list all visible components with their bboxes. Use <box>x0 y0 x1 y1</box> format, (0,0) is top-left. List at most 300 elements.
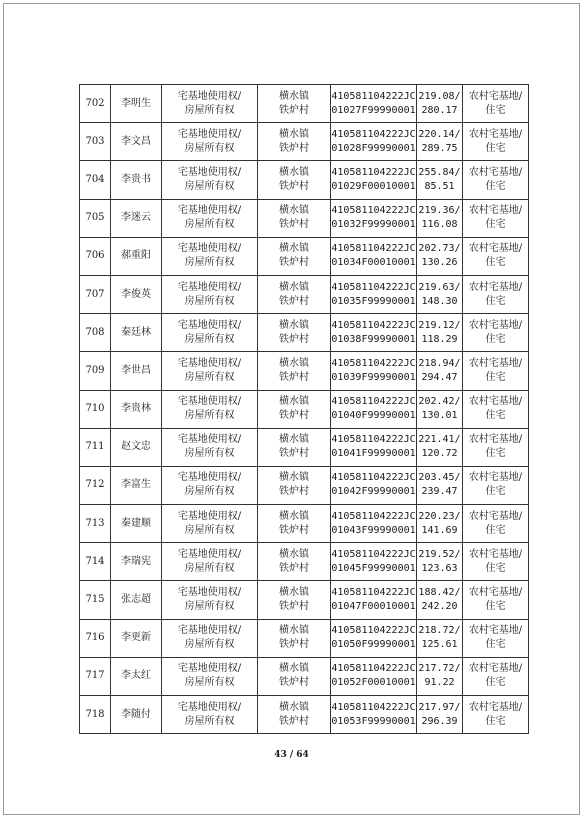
right-type-line: 房屋所有权 <box>184 371 235 383</box>
row-number-cell: 715 <box>80 581 111 619</box>
owner-name-cell: 李瑞宪 <box>111 543 162 581</box>
land-use-cell <box>463 237 529 275</box>
land-use-cell <box>463 619 529 657</box>
area-line: 217.97/ <box>418 701 461 713</box>
right-type-line: 房屋所有权 <box>184 562 235 574</box>
row-number-cell: 702 <box>80 85 111 123</box>
location-cell <box>258 237 331 275</box>
parcel-code-line: 410581104222JC <box>331 319 416 331</box>
land-use-line: 住宅 <box>485 524 506 536</box>
land-use-cell <box>463 466 529 504</box>
right-type-cell <box>162 657 258 695</box>
right-type-line: 房屋所有权 <box>184 104 235 116</box>
area-cell <box>417 161 463 199</box>
area-line: 91.22 <box>424 677 455 689</box>
parcel-code-cell <box>331 199 417 237</box>
owner-name-cell: 秦建顺 <box>111 505 162 543</box>
right-type-line: 宅基地使用权/ <box>177 701 242 713</box>
right-type-cell <box>162 85 258 123</box>
right-type-cell <box>162 619 258 657</box>
parcel-code-cell <box>331 123 417 161</box>
land-use-line: 住宅 <box>485 562 506 574</box>
row-number-cell: 705 <box>80 199 111 237</box>
location-cell <box>258 428 331 466</box>
right-type-line: 宅基地使用权/ <box>177 472 242 484</box>
right-type-cell <box>162 428 258 466</box>
parcel-code-line: 410581104222JC <box>331 587 416 599</box>
parcel-code-line: 410581104222JC <box>331 510 416 522</box>
owner-name-cell: 李太红 <box>111 657 162 695</box>
area-line: 242.20 <box>421 601 458 613</box>
area-line: 85.51 <box>424 180 455 192</box>
right-type-line: 房屋所有权 <box>184 257 235 269</box>
row-number-cell: 714 <box>80 543 111 581</box>
parcel-code-cell <box>331 466 417 504</box>
row-number-cell: 710 <box>80 390 111 428</box>
table-row <box>80 543 529 581</box>
right-type-line: 宅基地使用权/ <box>177 357 242 369</box>
land-use-cell <box>463 199 529 237</box>
location-line: 铁炉村 <box>279 104 309 116</box>
location-line: 横水镇 <box>279 663 309 675</box>
parcel-code-line: 01052F00010001 <box>331 677 416 689</box>
area-line: 116.08 <box>421 219 458 231</box>
parcel-code-line: 410581104222JC <box>331 205 416 217</box>
parcel-code-line: 410581104222JC <box>331 357 416 369</box>
land-use-line: 农村宅基地/ <box>468 357 523 369</box>
right-type-line: 宅基地使用权/ <box>177 396 242 408</box>
right-type-cell <box>162 543 258 581</box>
land-use-line: 农村宅基地/ <box>468 128 523 140</box>
row-number-cell: 713 <box>80 505 111 543</box>
land-use-line: 住宅 <box>485 142 506 154</box>
land-use-line: 农村宅基地/ <box>468 205 523 217</box>
right-type-line: 宅基地使用权/ <box>177 166 242 178</box>
row-number-cell: 718 <box>80 696 111 734</box>
land-use-cell <box>463 161 529 199</box>
land-use-line: 住宅 <box>485 257 506 269</box>
parcel-code-line: 410581104222JC <box>331 472 416 484</box>
area-line: 118.29 <box>421 333 458 345</box>
area-line: 219.63/ <box>418 281 461 293</box>
parcel-code-line: 410581104222JC <box>331 434 416 446</box>
row-number-cell: 707 <box>80 275 111 313</box>
parcel-code-line: 01043F99990001 <box>331 524 416 536</box>
owner-name-cell: 李更新 <box>111 619 162 657</box>
parcel-code-line: 01039F99990001 <box>331 371 416 383</box>
parcel-code-line: 01029F00010001 <box>331 180 416 192</box>
area-line: 217.72/ <box>418 663 461 675</box>
parcel-code-line: 410581104222JC <box>331 548 416 560</box>
area-line: 218.72/ <box>418 625 461 637</box>
area-line: 219.12/ <box>418 319 461 331</box>
location-cell <box>258 161 331 199</box>
right-type-line: 宅基地使用权/ <box>177 548 242 560</box>
right-type-line: 宅基地使用权/ <box>177 243 242 255</box>
page-number: 43 / 64 <box>274 750 309 760</box>
area-line: 221.41/ <box>418 434 461 446</box>
location-cell <box>258 657 331 695</box>
location-cell <box>258 466 331 504</box>
right-type-line: 房屋所有权 <box>184 486 235 498</box>
right-type-line: 宅基地使用权/ <box>177 625 242 637</box>
owner-name-cell: 秦廷林 <box>111 314 162 352</box>
land-use-line: 农村宅基地/ <box>468 510 523 522</box>
right-type-line: 房屋所有权 <box>184 601 235 613</box>
location-line: 横水镇 <box>279 205 309 217</box>
row-number-cell: 706 <box>80 237 111 275</box>
row-number-cell: 703 <box>80 123 111 161</box>
area-line: 203.45/ <box>418 472 461 484</box>
land-use-cell <box>463 657 529 695</box>
area-line: 148.30 <box>421 295 458 307</box>
area-line: 202.73/ <box>418 243 461 255</box>
parcel-code-line: 410581104222JC <box>331 396 416 408</box>
location-cell <box>258 581 331 619</box>
area-line: 123.63 <box>421 562 458 574</box>
area-line: 130.01 <box>421 410 458 422</box>
parcel-code-cell <box>331 237 417 275</box>
right-type-line: 宅基地使用权/ <box>177 90 242 102</box>
table-row <box>80 619 529 657</box>
location-cell <box>258 314 331 352</box>
right-type-line: 宅基地使用权/ <box>177 587 242 599</box>
land-use-cell <box>463 390 529 428</box>
land-use-line: 住宅 <box>485 180 506 192</box>
location-cell <box>258 390 331 428</box>
parcel-code-line: 01032F99990001 <box>331 219 416 231</box>
land-use-line: 农村宅基地/ <box>468 701 523 713</box>
land-use-line: 农村宅基地/ <box>468 319 523 331</box>
area-cell <box>417 466 463 504</box>
land-use-line: 农村宅基地/ <box>468 396 523 408</box>
parcel-code-line: 410581104222JC <box>331 128 416 140</box>
right-type-line: 房屋所有权 <box>184 219 235 231</box>
area-cell <box>417 657 463 695</box>
area-line: 219.36/ <box>418 205 461 217</box>
parcel-code-cell <box>331 581 417 619</box>
area-line: 289.75 <box>421 142 458 154</box>
parcel-code-line: 01027F99990001 <box>331 104 416 116</box>
row-number-cell: 716 <box>80 619 111 657</box>
area-line: 220.14/ <box>418 128 461 140</box>
right-type-cell <box>162 199 258 237</box>
parcel-code-cell <box>331 657 417 695</box>
right-type-cell <box>162 696 258 734</box>
area-cell <box>417 390 463 428</box>
location-line: 铁炉村 <box>279 295 309 307</box>
table-row <box>80 505 529 543</box>
land-use-line: 农村宅基地/ <box>468 243 523 255</box>
right-type-cell <box>162 390 258 428</box>
land-use-line: 农村宅基地/ <box>468 281 523 293</box>
parcel-code-cell <box>331 696 417 734</box>
records-table <box>79 84 529 734</box>
right-type-cell <box>162 275 258 313</box>
area-cell <box>417 237 463 275</box>
owner-name-cell: 李世昌 <box>111 352 162 390</box>
parcel-code-cell <box>331 275 417 313</box>
parcel-code-line: 01042F99990001 <box>331 486 416 498</box>
owner-name-cell: 郝重阳 <box>111 237 162 275</box>
right-type-line: 房屋所有权 <box>184 333 235 345</box>
land-use-line: 住宅 <box>485 486 506 498</box>
table-row <box>80 390 529 428</box>
right-type-line: 房屋所有权 <box>184 715 235 727</box>
right-type-line: 房屋所有权 <box>184 639 235 651</box>
area-line: 219.52/ <box>418 548 461 560</box>
land-use-line: 住宅 <box>485 677 506 689</box>
area-line: 120.72 <box>421 448 458 460</box>
area-line: 219.08/ <box>418 90 461 102</box>
location-line: 铁炉村 <box>279 448 309 460</box>
parcel-code-cell <box>331 352 417 390</box>
parcel-code-cell <box>331 161 417 199</box>
right-type-cell <box>162 161 258 199</box>
parcel-code-line: 01041F99990001 <box>331 448 416 460</box>
area-cell <box>417 696 463 734</box>
table-row <box>80 581 529 619</box>
location-line: 横水镇 <box>279 243 309 255</box>
location-line: 铁炉村 <box>279 486 309 498</box>
land-use-cell <box>463 696 529 734</box>
area-cell <box>417 581 463 619</box>
land-use-line: 住宅 <box>485 104 506 116</box>
right-type-line: 房屋所有权 <box>184 180 235 192</box>
records-table-body <box>80 85 529 734</box>
owner-name-cell: 李迷云 <box>111 199 162 237</box>
right-type-line: 宅基地使用权/ <box>177 663 242 675</box>
land-use-line: 农村宅基地/ <box>468 587 523 599</box>
location-line: 铁炉村 <box>279 142 309 154</box>
owner-name-cell: 李随付 <box>111 696 162 734</box>
right-type-line: 宅基地使用权/ <box>177 205 242 217</box>
area-line: 220.23/ <box>418 510 461 522</box>
location-line: 铁炉村 <box>279 219 309 231</box>
right-type-line: 宅基地使用权/ <box>177 510 242 522</box>
area-line: 125.61 <box>421 639 458 651</box>
table-row <box>80 123 529 161</box>
parcel-code-cell <box>331 505 417 543</box>
area-line: 239.47 <box>421 486 458 498</box>
land-use-cell <box>463 352 529 390</box>
location-line: 横水镇 <box>279 166 309 178</box>
area-line: 202.42/ <box>418 396 461 408</box>
land-use-line: 住宅 <box>485 371 506 383</box>
area-line: 294.47 <box>421 371 458 383</box>
location-line: 横水镇 <box>279 548 309 560</box>
parcel-code-line: 410581104222JC <box>331 166 416 178</box>
area-cell <box>417 619 463 657</box>
area-line: 296.39 <box>421 715 458 727</box>
land-use-line: 住宅 <box>485 410 506 422</box>
table-row <box>80 314 529 352</box>
land-use-line: 住宅 <box>485 219 506 231</box>
area-cell <box>417 123 463 161</box>
area-cell <box>417 275 463 313</box>
location-line: 铁炉村 <box>279 410 309 422</box>
row-number-cell: 709 <box>80 352 111 390</box>
area-cell <box>417 199 463 237</box>
land-use-cell <box>463 505 529 543</box>
area-line: 188.42/ <box>418 587 461 599</box>
land-use-cell <box>463 123 529 161</box>
land-use-cell <box>463 581 529 619</box>
right-type-cell <box>162 581 258 619</box>
location-line: 铁炉村 <box>279 524 309 536</box>
land-use-line: 农村宅基地/ <box>468 548 523 560</box>
location-cell <box>258 352 331 390</box>
right-type-line: 宅基地使用权/ <box>177 281 242 293</box>
land-use-line: 农村宅基地/ <box>468 625 523 637</box>
parcel-code-cell <box>331 543 417 581</box>
row-number-cell: 708 <box>80 314 111 352</box>
row-number-cell: 717 <box>80 657 111 695</box>
parcel-code-line: 01053F99990001 <box>331 715 416 727</box>
location-line: 铁炉村 <box>279 677 309 689</box>
area-line: 130.26 <box>421 257 458 269</box>
right-type-cell <box>162 123 258 161</box>
area-line: 218.94/ <box>418 357 461 369</box>
land-use-cell <box>463 314 529 352</box>
location-line: 铁炉村 <box>279 562 309 574</box>
area-line: 141.69 <box>421 524 458 536</box>
right-type-line: 宅基地使用权/ <box>177 434 242 446</box>
area-line: 255.84/ <box>418 166 461 178</box>
parcel-code-line: 01050F99990001 <box>331 639 416 651</box>
location-line: 横水镇 <box>279 90 309 102</box>
area-cell <box>417 85 463 123</box>
land-use-cell <box>463 543 529 581</box>
right-type-line: 宅基地使用权/ <box>177 128 242 140</box>
parcel-code-line: 410581104222JC <box>331 243 416 255</box>
area-cell <box>417 543 463 581</box>
land-use-line: 农村宅基地/ <box>468 663 523 675</box>
parcel-code-cell <box>331 619 417 657</box>
area-cell <box>417 505 463 543</box>
owner-name-cell: 李文昌 <box>111 123 162 161</box>
location-cell <box>258 696 331 734</box>
parcel-code-line: 01035F99990001 <box>331 295 416 307</box>
land-use-cell <box>463 428 529 466</box>
right-type-line: 房屋所有权 <box>184 142 235 154</box>
table-row <box>80 466 529 504</box>
right-type-line: 房屋所有权 <box>184 295 235 307</box>
area-line: 280.17 <box>421 104 458 116</box>
land-use-line: 农村宅基地/ <box>468 166 523 178</box>
right-type-cell <box>162 466 258 504</box>
location-line: 横水镇 <box>279 587 309 599</box>
location-line: 横水镇 <box>279 510 309 522</box>
right-type-cell <box>162 352 258 390</box>
location-line: 横水镇 <box>279 434 309 446</box>
parcel-code-line: 410581104222JC <box>331 90 416 102</box>
right-type-line: 房屋所有权 <box>184 524 235 536</box>
owner-name-cell: 李富生 <box>111 466 162 504</box>
table-row <box>80 696 529 734</box>
area-cell <box>417 352 463 390</box>
parcel-code-line: 410581104222JC <box>331 701 416 713</box>
land-use-line: 住宅 <box>485 639 506 651</box>
location-line: 铁炉村 <box>279 371 309 383</box>
location-cell <box>258 275 331 313</box>
land-use-line: 住宅 <box>485 448 506 460</box>
parcel-code-line: 01045F99990001 <box>331 562 416 574</box>
parcel-code-line: 01040F99990001 <box>331 410 416 422</box>
location-line: 横水镇 <box>279 319 309 331</box>
right-type-line: 房屋所有权 <box>184 677 235 689</box>
owner-name-cell: 李贵林 <box>111 390 162 428</box>
owner-name-cell: 张志超 <box>111 581 162 619</box>
land-use-line: 农村宅基地/ <box>468 90 523 102</box>
table-row <box>80 237 529 275</box>
location-line: 横水镇 <box>279 281 309 293</box>
location-line: 横水镇 <box>279 701 309 713</box>
area-cell <box>417 314 463 352</box>
location-line: 铁炉村 <box>279 257 309 269</box>
location-line: 横水镇 <box>279 357 309 369</box>
parcel-code-line: 01038F99990001 <box>331 333 416 345</box>
table-row <box>80 657 529 695</box>
location-cell <box>258 85 331 123</box>
table-row <box>80 199 529 237</box>
location-line: 横水镇 <box>279 128 309 140</box>
row-number-cell: 712 <box>80 466 111 504</box>
location-line: 铁炉村 <box>279 639 309 651</box>
location-cell <box>258 543 331 581</box>
row-number-cell: 704 <box>80 161 111 199</box>
location-line: 铁炉村 <box>279 333 309 345</box>
location-cell <box>258 619 331 657</box>
right-type-line: 宅基地使用权/ <box>177 319 242 331</box>
parcel-code-cell <box>331 390 417 428</box>
row-number-cell: 711 <box>80 428 111 466</box>
parcel-code-line: 01028F99990001 <box>331 142 416 154</box>
parcel-code-line: 410581104222JC <box>331 625 416 637</box>
land-use-line: 农村宅基地/ <box>468 434 523 446</box>
table-row <box>80 428 529 466</box>
parcel-code-cell <box>331 428 417 466</box>
owner-name-cell: 李俊英 <box>111 275 162 313</box>
owner-name-cell: 赵文忠 <box>111 428 162 466</box>
location-cell <box>258 199 331 237</box>
area-cell <box>417 428 463 466</box>
land-use-line: 住宅 <box>485 715 506 727</box>
parcel-code-line: 01047F00010001 <box>331 601 416 613</box>
right-type-cell <box>162 505 258 543</box>
parcel-code-line: 410581104222JC <box>331 663 416 675</box>
land-use-line: 农村宅基地/ <box>468 472 523 484</box>
land-use-cell <box>463 275 529 313</box>
right-type-line: 房屋所有权 <box>184 410 235 422</box>
land-use-cell <box>463 85 529 123</box>
right-type-cell <box>162 314 258 352</box>
parcel-code-cell <box>331 85 417 123</box>
location-line: 铁炉村 <box>279 180 309 192</box>
right-type-line: 房屋所有权 <box>184 448 235 460</box>
table-row <box>80 352 529 390</box>
table-row <box>80 275 529 313</box>
table-row <box>80 161 529 199</box>
location-line: 横水镇 <box>279 625 309 637</box>
document-page <box>3 3 580 815</box>
land-use-line: 住宅 <box>485 601 506 613</box>
land-use-line: 住宅 <box>485 295 506 307</box>
parcel-code-line: 410581104222JC <box>331 281 416 293</box>
location-cell <box>258 505 331 543</box>
parcel-code-cell <box>331 314 417 352</box>
table-row <box>80 85 529 123</box>
